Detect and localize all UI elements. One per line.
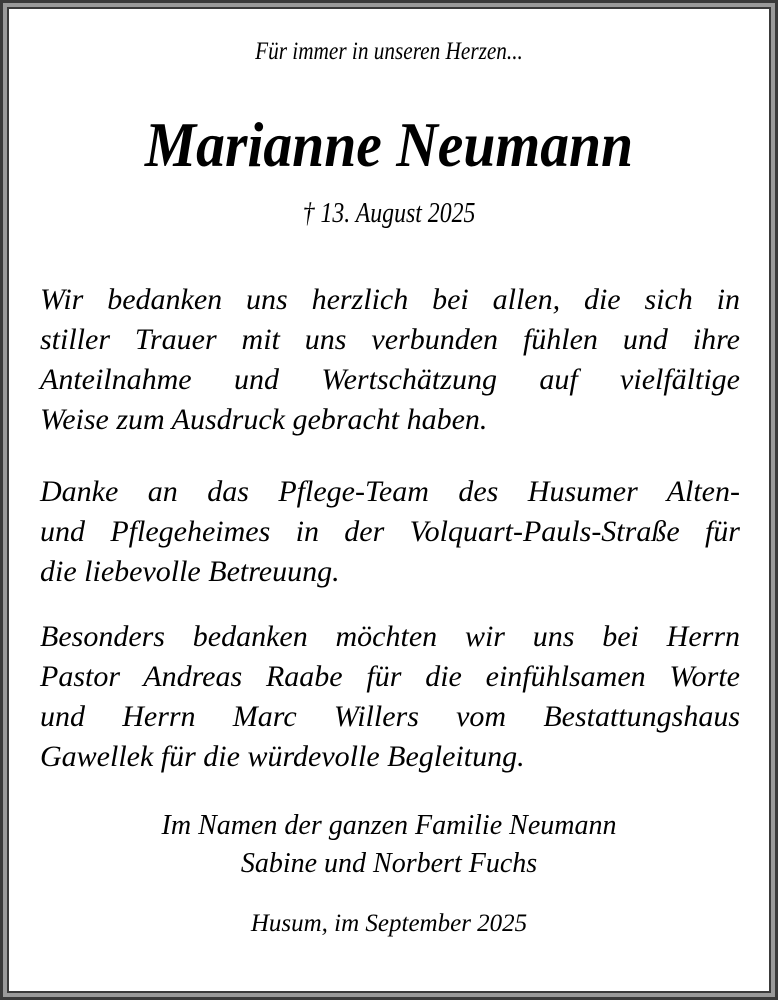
paragraph-line: und Herrn Marc Willers vom Bestattungshaus — [40, 700, 740, 733]
paragraph-thanks — [40, 280, 740, 440]
signature-family: Im Namen der ganzen Familie Neumann — [161, 810, 617, 841]
paragraph-line: die liebevolle Betreuung. — [40, 555, 340, 588]
paragraph-line: Wir bedanken uns herzlich bei allen, die sich in — [40, 283, 740, 316]
paragraph-line: Pastor Andreas Raabe für die einfühlsamen Worte — [40, 660, 740, 693]
signature-names: Sabine und Norbert Fuchs — [240, 848, 538, 879]
paragraph-line: Weise zum Ausdruck gebracht haben. — [40, 403, 488, 436]
death-date: † 13. August 2025 — [302, 198, 476, 229]
deceased-name: Marianne Neumann — [144, 109, 634, 180]
motto: Für immer in unseren Herzen... — [255, 38, 523, 65]
paragraph-line: Anteilnahme und Wertschätzung auf vielfältige — [40, 363, 740, 396]
paragraph-line: Besonders bedanken möchten wir uns bei Herrn — [40, 620, 740, 653]
paragraph-line: Gawellek für die würdevolle Begleitung. — [40, 740, 525, 773]
paragraph-line: und Pflegeheimes in der Volquart-Pauls-Straße für — [40, 515, 740, 548]
paragraph-care-team — [40, 472, 740, 592]
place-date: Husum, im September 2025 — [250, 910, 528, 937]
paragraph-line: Danke an das Pflege-Team des Husumer Alten- — [40, 475, 740, 508]
paragraph-line: stiller Trauer mit uns verbunden fühlen und ihre — [40, 323, 740, 356]
paragraph-special-thanks — [40, 617, 740, 777]
